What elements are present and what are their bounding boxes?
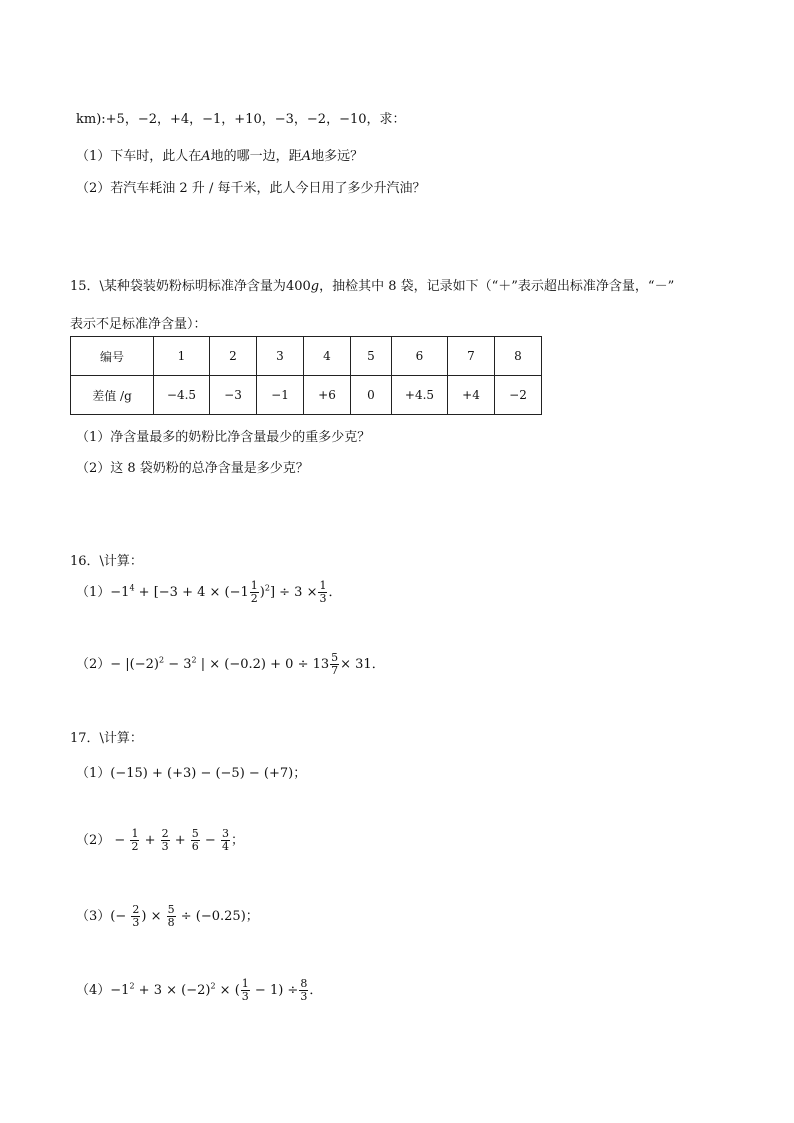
q17-p4-frac1 xyxy=(241,978,250,1003)
frac-num: 5 xyxy=(331,651,339,664)
q14-data-line: km):+5，−2，+4，−1，+10，−3，−2，−10，求： xyxy=(76,112,406,127)
q17-p2-frac1 xyxy=(130,828,139,853)
q17-p4-end: ． xyxy=(309,983,323,998)
frac-den: 3 xyxy=(241,990,249,1003)
q15-intro-value: 400 xyxy=(285,279,311,294)
q16-title: 16．\计算： xyxy=(70,554,143,569)
q17-p4-label: （4） xyxy=(76,983,111,998)
table-cell: 2 xyxy=(210,337,257,376)
q14-sub2: （2）若汽车耗油 2 升 / 每千米，此人今日用了多少升汽油？ xyxy=(76,181,426,196)
q16-p1-c-exp: 2 xyxy=(264,583,270,593)
table-cell: 6 xyxy=(392,337,448,376)
q16-p2-c: | × (−0.2) + 0 ÷ 13 xyxy=(196,657,330,672)
table-cell: +4.5 xyxy=(392,376,448,415)
frac-num: 1 xyxy=(250,579,258,592)
q17-p4-b: + 3 × (−2) xyxy=(134,983,211,998)
table-header-label: 编号 xyxy=(71,337,154,376)
table-cell: 1 xyxy=(154,337,210,376)
q16-p1-end: ． xyxy=(328,585,342,600)
frac-den: 7 xyxy=(331,664,339,677)
q17-part1: （1）(−15) + (+3) − (−5) − (+7)； xyxy=(76,766,307,781)
q16-p2-a: − |(−2) xyxy=(110,657,159,672)
q17-p2-frac3 xyxy=(191,828,200,853)
table-row-values xyxy=(71,376,542,415)
frac-num: 1 xyxy=(131,827,139,840)
frac-den: 6 xyxy=(191,840,199,853)
table-cell: 8 xyxy=(495,337,542,376)
q16-p1-label: （1） xyxy=(76,585,111,600)
frac-num: 8 xyxy=(300,977,308,990)
q16-part2 xyxy=(76,652,385,677)
q16-p1-c: ) xyxy=(259,585,265,600)
frac-den: 3 xyxy=(300,990,308,1003)
q16-p1-d: ] ÷ 3 × xyxy=(269,585,318,600)
q14-sub1-text-b: 地的哪一边，距 xyxy=(210,149,302,164)
q14-sub1-text-a: （1）下车时，此人在 xyxy=(76,149,202,164)
q15-intro-text-2: ，抽检其中 8 袋，记录如下（“＋”表示超出标准净含量，“－” xyxy=(319,279,675,294)
q17-p4-frac2 xyxy=(299,978,308,1003)
table-cell: 0 xyxy=(351,376,392,415)
frac-num: 5 xyxy=(167,903,175,916)
q17-p2-label: （2） xyxy=(76,833,111,848)
q17-p3-label: （3） xyxy=(76,909,111,924)
table-row-ids xyxy=(71,337,542,376)
q17-p4-c: × ( xyxy=(215,983,240,998)
q16-part1 xyxy=(76,580,341,605)
q17-p2-end: ； xyxy=(230,833,244,848)
q17-p2-frac4 xyxy=(221,828,230,853)
q16-p2-b-exp: 2 xyxy=(191,655,197,665)
q15-sub1: （1）净含量最多的奶粉比净含量最少的重多少克？ xyxy=(76,430,371,445)
frac-den: 2 xyxy=(250,592,258,605)
table-cell: −1 xyxy=(257,376,304,415)
q17-p4-a: −1 xyxy=(110,983,130,998)
frac-den: 2 xyxy=(131,840,139,853)
q17-p4-a-exp: 2 xyxy=(129,981,135,991)
q17-p4-b-exp: 2 xyxy=(210,981,216,991)
q15-intro-unit: g xyxy=(310,279,320,294)
frac-den: 3 xyxy=(132,916,140,929)
frac-num: 1 xyxy=(319,579,327,592)
table-cell: 4 xyxy=(304,337,351,376)
frac-num: 1 xyxy=(241,977,249,990)
table-cell: +4 xyxy=(448,376,495,415)
q17-p2-frac2 xyxy=(161,828,170,853)
q15-intro-line2: 表示不足标准净含量）： xyxy=(70,317,207,332)
q17-p3-frac1 xyxy=(131,904,140,929)
q16-p1-b: + [−3 + 4 × (−1 xyxy=(134,585,249,600)
table-cell: −4.5 xyxy=(154,376,210,415)
q14-sub1-text-c: 地多远？ xyxy=(311,149,364,164)
q15-sub2: （2）这 8 袋奶粉的总净含量是多少克？ xyxy=(76,461,309,476)
q17-p3-end: ÷ (−0.25)； xyxy=(176,909,259,924)
table-cell: −2 xyxy=(495,376,542,415)
frac-den: 4 xyxy=(221,840,229,853)
table-row-label: 差值 /g xyxy=(71,376,154,415)
q16-p2-b: − 3 xyxy=(164,657,192,672)
q17-p4-d: − 1) ÷ xyxy=(250,983,299,998)
q16-p1-a: −1 xyxy=(110,585,130,600)
frac-den: 3 xyxy=(161,840,169,853)
frac-den: 8 xyxy=(167,916,175,929)
q17-part3: （3）(− $\frac{2}{3}$ ) × $\frac{5}{8}$ ÷ (−0.25)； xyxy=(76,903,259,929)
q15-table xyxy=(70,336,542,415)
q16-p1-a-exp: 4 xyxy=(129,583,135,593)
q16-p2-frac xyxy=(330,652,339,677)
q17-title: 17．\计算： xyxy=(70,731,143,746)
frac-num: 2 xyxy=(161,827,169,840)
q14-sub1 xyxy=(76,145,363,164)
table-cell: −3 xyxy=(210,376,257,415)
q16-p2-d: × 31． xyxy=(340,657,385,672)
q16-p2-label: （2） xyxy=(76,657,111,672)
q17-part4 xyxy=(76,978,322,1003)
q17-part2: （2） − $\frac{1}{2}$ + $\frac{2}{3}$ + $\frac{5}{6}$ − $\frac{3}{4}$ ； xyxy=(76,827,244,853)
table-cell: 7 xyxy=(448,337,495,376)
frac-den: 3 xyxy=(319,592,327,605)
table-cell: 3 xyxy=(257,337,304,376)
table-cell: +6 xyxy=(304,376,351,415)
frac-num: 5 xyxy=(191,827,199,840)
q16-p1-frac2 xyxy=(318,580,327,605)
q16-p2-a-exp: 2 xyxy=(159,655,165,665)
q15-intro xyxy=(70,275,674,294)
frac-num: 3 xyxy=(221,827,229,840)
q15-intro-text: 15．\某种袋装奶粉标明标准净含量为 xyxy=(70,279,286,294)
table-cell: 5 xyxy=(351,337,392,376)
q17-p3-frac2 xyxy=(167,904,176,929)
q14-sub1-var-a2: A xyxy=(301,149,312,164)
q16-p1-frac1 xyxy=(250,580,259,605)
q14-sub1-var-a: A xyxy=(201,149,211,164)
frac-num: 2 xyxy=(132,903,140,916)
